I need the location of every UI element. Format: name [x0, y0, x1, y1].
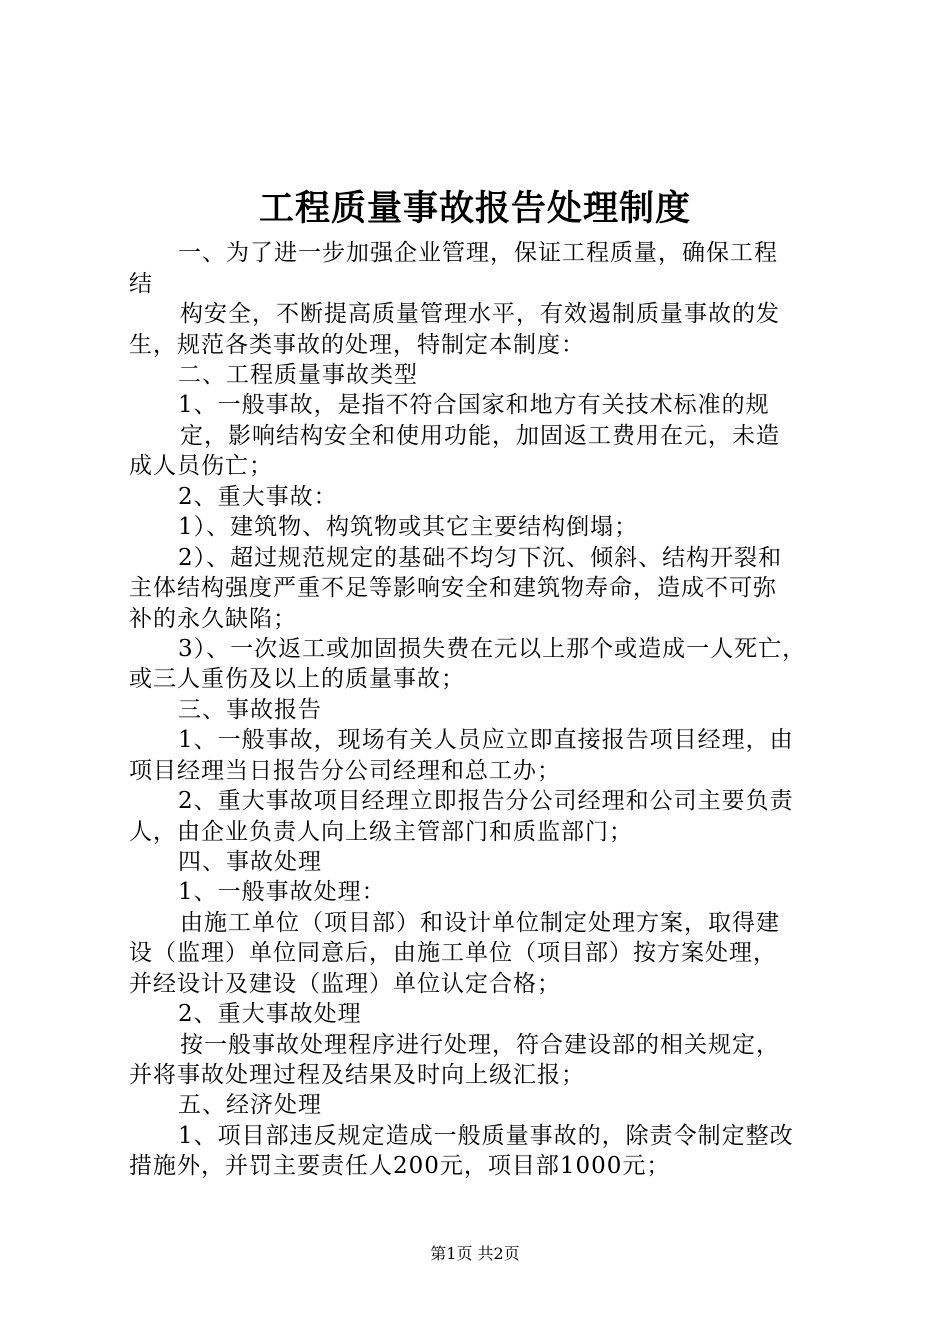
paragraph-line: 一、为了进一步加强企业管理，保证工程质量，确保工程 [178, 240, 778, 266]
paragraph-line: 或三人重伤及以上的质量事故； [129, 666, 465, 692]
paragraph-line: 人，由企业负责人向上级主管部门和质监部门； [129, 819, 633, 845]
paragraph-line: 措施外，并罚主要责任人200元，项目部1000元； [129, 1153, 671, 1179]
paragraph-line: 按一般事故处理程序进行处理，符合建设部的相关规定， [180, 1032, 780, 1058]
section-heading: 二、工程质量事故类型 [178, 362, 418, 388]
section-heading: 四、事故处理 [178, 849, 322, 875]
paragraph-line: 2、重大事故： [178, 484, 338, 510]
paragraph-line: 1）、建筑物、构筑物或其它主要结构倒塌； [178, 514, 639, 540]
page-number-footer: 第1页 共2页 [430, 1244, 520, 1263]
paragraph-line: 生，规范各类事故的处理，特制定本制度： [129, 332, 585, 358]
paragraph-line: 并将事故处理过程及结果及时向上级汇报； [129, 1062, 585, 1088]
paragraph-line: 并经设计及建设（监理）单位认定合格； [129, 971, 561, 997]
paragraph-line: 1、项目部违反规定造成一般质量事故的，除责令制定整改 [178, 1123, 794, 1149]
paragraph-line: 定，影响结构安全和使用功能，加固返工费用在元，未造 [180, 423, 780, 449]
paragraph-line: 1、一般事故，现场有关人员应立即直接报告项目经理，由 [178, 727, 794, 753]
paragraph-line: 2）、超过规范规定的基础不均匀下沉、倾斜、结构开裂和 [178, 545, 783, 571]
paragraph-line: 项目经理当日报告分公司经理和总工办； [129, 758, 561, 784]
paragraph-line: 主体结构强度严重不足等影响安全和建筑物寿命，造成不可弥 [129, 575, 777, 601]
paragraph-line: 构安全，不断提高质量管理水平，有效遏制质量事故的发 [180, 301, 780, 327]
paragraph-line: 设（监理）单位同意后，由施工单位（项目部）按方案处理， [129, 940, 777, 966]
paragraph-line: 1、一般事故，是指不符合国家和地方有关技术标准的规 [178, 392, 770, 418]
section-heading: 五、经济处理 [178, 1092, 322, 1118]
paragraph-line: 3）、一次返工或加固损失费在元以上那个或造成一人死亡， [178, 636, 807, 662]
paragraph-line: 2、重大事故处理 [178, 1001, 362, 1027]
paragraph-line: 1、一般事故处理： [178, 879, 386, 905]
paragraph-line: 由施工单位（项目部）和设计单位制定处理方案，取得建 [180, 910, 780, 936]
paragraph-line: 补的永久缺陷； [129, 606, 297, 632]
document-title: 工程质量事故报告处理制度 [258, 188, 691, 229]
paragraph-line: 成人员伤亡； [129, 453, 273, 479]
section-heading: 三、事故报告 [178, 697, 322, 723]
paragraph-line: 2、重大事故项目经理立即报告分公司经理和公司主要负责 [178, 788, 794, 814]
paragraph-line: 结 [129, 271, 153, 297]
